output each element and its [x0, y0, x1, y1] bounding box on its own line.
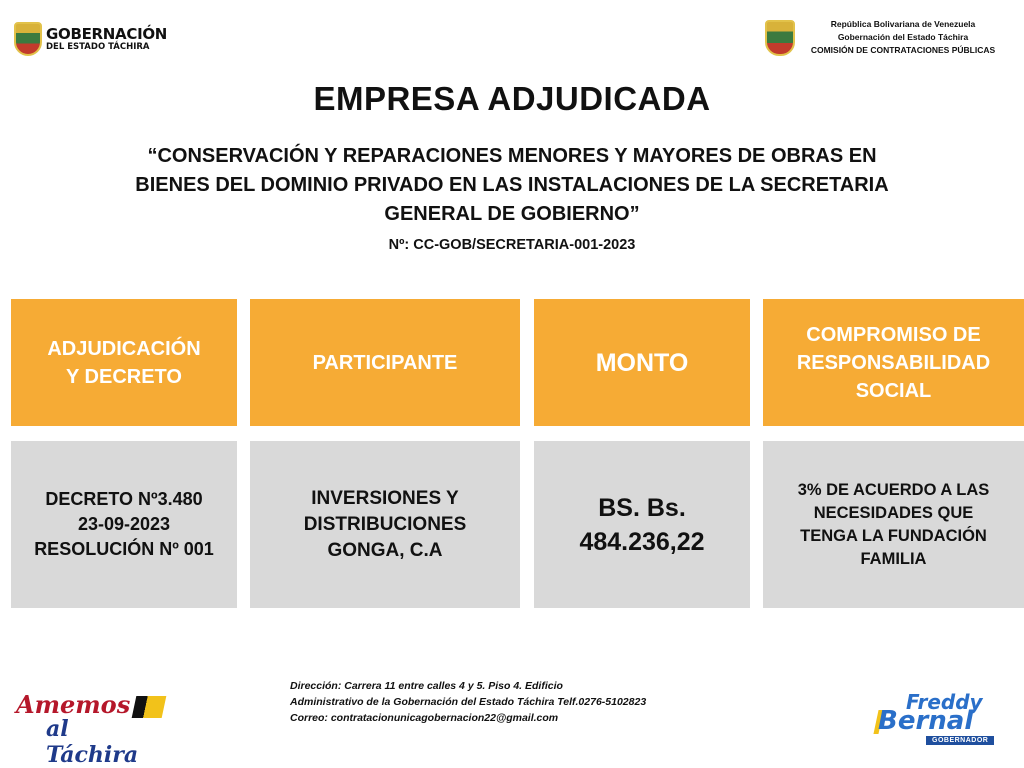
header-participante: PARTICIPANTE — [250, 299, 520, 426]
commission-text: República Bolivariana de Venezuela Gobernación del Estado Táchira COMISIÓN DE CONTRATACIONES PÚBLICAS — [810, 19, 996, 55]
contract-number: Nº: CC-GOB/SECRETARIA-001-2023 — [388, 237, 636, 253]
freddy-line2: Bernal — [878, 706, 974, 736]
header-compromiso: COMPROMISO DE RESPONSABILIDAD SOCIAL — [763, 299, 1024, 426]
value-adjudicacion: DECRETO Nº3.480 23-09-2023 RESOLUCIÓN Nº 001 — [11, 441, 237, 608]
coat-of-arms-icon — [14, 22, 42, 56]
freddy-line3: GOBERNADOR — [926, 736, 994, 745]
header-monto: MONTO — [534, 299, 750, 426]
freddy-line1: Freddy — [906, 690, 983, 714]
commission-header — [765, 18, 1015, 57]
logo-line2: DEL ESTADO TÁCHIRA — [46, 41, 150, 52]
value-compromiso: 3% DE ACUERDO A LAS NECESIDADES QUE TENGA LA FUNDACIÓN FAMILIA — [763, 441, 1024, 608]
flag-icon — [132, 696, 167, 718]
coat-of-arms-icon — [765, 20, 795, 56]
header-adjudicacion: ADJUDICACIÓN Y DECRETO — [11, 299, 237, 426]
footer-address: Dirección: Carrera 11 entre calles 4 y 5. Piso 4. Edificio Administrativo de la Gobernación del Estado Táchira Telf.0276-5102823 Correo: contratacionunicagobernacion22@gmail.com — [290, 680, 647, 724]
page-subtitle: “CONSERVACIÓN Y REPARACIONES MENORES Y MAYORES DE OBRAS EN BIENES DEL DOMINIO PRIVADO EN LAS INSTALACIONES DE LA SECRETARIA GENERAL DE GOBIERNO” — [135, 145, 889, 225]
amemos-line1: Amemos — [16, 690, 131, 719]
value-monto: BS. Bs. 484.236,22 — [534, 441, 750, 608]
value-participante: INVERSIONES Y DISTRIBUCIONES GONGA, C.A — [250, 441, 520, 608]
logo-line1: GOBERNACIÓN — [46, 24, 168, 43]
freddy-bernal-logo — [876, 690, 1002, 752]
gobernacion-logo — [14, 22, 167, 56]
page-title: EMPRESA ADJUDICADA — [313, 80, 711, 117]
amemos-line2: al Táchira — [46, 716, 139, 768]
amemos-tachira-logo — [16, 690, 166, 768]
